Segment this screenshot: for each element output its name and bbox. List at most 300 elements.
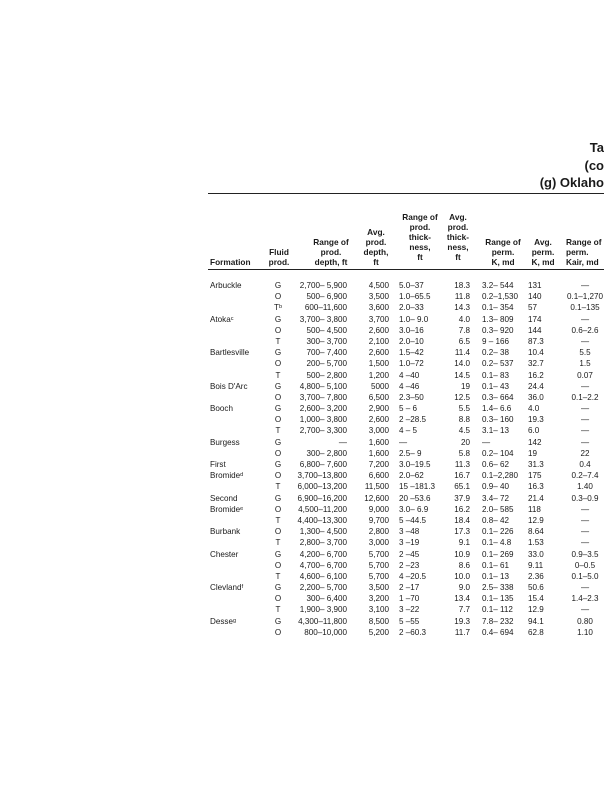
formation-cell: Second: [210, 493, 238, 503]
table-subtitle: (g) Oklaho: [539, 175, 604, 190]
formation-cell: Burbank: [210, 527, 241, 537]
fluid-cell: G: [274, 437, 282, 447]
table-row: [0, 414, 604, 425]
range-kair-cell: —: [580, 527, 590, 537]
avg-depth-cell: 4,500: [368, 281, 389, 290]
avg-perm-cell: 19.3: [528, 415, 544, 425]
range-thickness-cell: 3 –19: [399, 538, 420, 548]
range-perm-cell: 0.1– 83: [482, 370, 510, 380]
table-row: [0, 392, 604, 403]
range-thickness-cell: 1.0– 9.0: [399, 314, 429, 324]
avg-perm-cell: 174: [528, 314, 542, 324]
avg-depth-cell: 2,800: [368, 527, 389, 537]
range-depth-cell: 800–10,000: [304, 627, 347, 637]
avg-thickness-cell: 17.3: [454, 527, 470, 537]
avg-depth-cell: 3,600: [368, 303, 389, 313]
avg-thickness-cell: 9.1: [458, 538, 470, 548]
table-row: [0, 403, 604, 414]
avg-depth-cell: 2,600: [368, 348, 389, 358]
avg-perm-cell: 32.7: [528, 359, 544, 369]
range-depth-cell: 6,900–16,200: [297, 493, 347, 503]
fluid-cell: G: [274, 314, 282, 324]
range-kair-cell: —: [580, 538, 590, 548]
avg-perm-cell: 94.1: [528, 616, 544, 626]
range-depth-cell: 300– 2,800: [306, 448, 347, 458]
table-row: [0, 481, 604, 492]
avg-thickness-cell: 37.9: [454, 493, 470, 503]
table-row: [0, 470, 604, 481]
range-thickness-cell: 2 –23: [399, 560, 420, 570]
range-thickness-cell: 5 –44.5: [399, 515, 427, 525]
range-kair-cell: —: [580, 515, 590, 525]
range-thickness-cell: 2.5– 9: [399, 448, 422, 458]
avg-thickness-cell: 5.5: [458, 404, 470, 414]
avg-perm-cell: 6.0: [528, 426, 540, 436]
range-depth-cell: 4,400–13,300: [297, 515, 347, 525]
range-depth-cell: 300– 3,700: [306, 336, 347, 346]
range-depth-cell: 2,200– 5,700: [299, 583, 347, 593]
fluid-cell: G: [274, 404, 282, 414]
table-row: [0, 370, 604, 381]
header-range-depth: Range of prod. depth, ft: [313, 237, 349, 267]
range-perm-cell: 3.1– 13: [482, 426, 510, 436]
range-thickness-cell: 2 –17: [399, 583, 420, 593]
formation-cell: First: [210, 460, 226, 469]
table-row: [0, 582, 604, 593]
range-kair-cell: 1.5: [579, 359, 591, 369]
range-thickness-cell: 2.0–62: [399, 471, 424, 481]
avg-depth-cell: 2,100: [368, 336, 389, 346]
range-depth-cell: 3,700–13,800: [297, 471, 347, 481]
range-perm-cell: 2.5– 338: [482, 583, 514, 593]
range-thickness-cell: 2.0–10: [399, 336, 424, 346]
avg-perm-cell: 9.11: [528, 560, 544, 570]
header-formation: Formation: [210, 257, 251, 267]
table-title-line-2: (co: [584, 158, 604, 173]
avg-depth-cell: 8,500: [368, 616, 389, 626]
range-thickness-cell: 2 –45: [399, 549, 420, 559]
avg-thickness-cell: 11.3: [454, 460, 470, 469]
table-row: [0, 537, 604, 548]
range-thickness-cell: 4 – 5: [399, 426, 418, 436]
range-depth-cell: 3,700– 3,800: [299, 314, 347, 324]
avg-depth-cell: 6,500: [368, 392, 389, 402]
range-thickness-cell: 4 –20.5: [399, 571, 427, 581]
range-depth-cell: 200– 5,700: [306, 359, 347, 369]
header-range-perm: Range of perm. K, md: [485, 237, 521, 267]
avg-depth-cell: 2,900: [368, 404, 389, 414]
avg-perm-cell: 175: [528, 471, 542, 481]
avg-perm-cell: 62.8: [528, 627, 544, 637]
formation-cell: Booch: [210, 404, 233, 414]
avg-perm-cell: 19: [528, 448, 538, 458]
range-kair-cell: —: [580, 381, 590, 391]
avg-thickness-cell: 7.8: [458, 325, 470, 335]
avg-depth-cell: 5,700: [368, 560, 389, 570]
range-thickness-cell: 4 –46: [399, 381, 420, 391]
range-kair-cell: —: [580, 404, 590, 414]
avg-depth-cell: 11,500: [364, 482, 389, 492]
fluid-cell: Tᵇ: [274, 303, 282, 313]
avg-thickness-cell: 18.3: [454, 281, 470, 290]
avg-depth-cell: 3,200: [368, 594, 389, 604]
avg-perm-cell: 8.64: [528, 527, 544, 537]
range-thickness-cell: 15 –181.3: [399, 482, 436, 492]
range-kair-cell: —: [580, 281, 590, 290]
range-perm-cell: —: [482, 437, 491, 447]
range-thickness-cell: 2.0–33: [399, 303, 424, 313]
fluid-cell: O: [274, 504, 282, 514]
range-perm-cell: 0.1– 269: [482, 549, 514, 559]
range-kair-cell: 0.6–2.6: [571, 325, 599, 335]
range-thickness-cell: 5.0–37: [399, 281, 424, 290]
range-thickness-cell: 1.0–65.5: [399, 292, 431, 302]
avg-perm-cell: 144: [528, 325, 542, 335]
avg-perm-cell: 4.0: [528, 404, 540, 414]
table-row: [0, 347, 604, 358]
fluid-cell: G: [274, 583, 282, 593]
avg-perm-cell: 2.36: [528, 571, 544, 581]
range-thickness-cell: 2 –28.5: [399, 415, 427, 425]
range-perm-cell: 0.6– 62: [482, 460, 510, 469]
avg-depth-cell: 3,700: [368, 314, 389, 324]
range-perm-cell: 1.4– 6.6: [482, 404, 512, 414]
range-perm-cell: 0.1– 354: [482, 303, 514, 313]
avg-perm-cell: 142: [528, 437, 542, 447]
avg-thickness-cell: 20: [460, 437, 470, 447]
avg-depth-cell: 2,600: [368, 415, 389, 425]
table-row: [0, 526, 604, 537]
avg-thickness-cell: 16.7: [454, 471, 470, 481]
fluid-cell: O: [274, 325, 282, 335]
table-row: [0, 291, 604, 302]
range-thickness-cell: 3 –48: [399, 527, 420, 537]
table-row: [0, 314, 604, 325]
range-perm-cell: 0.1– 43: [482, 381, 510, 391]
range-depth-cell: 4,300–11,800: [298, 616, 347, 626]
range-kair-cell: —: [580, 583, 590, 593]
range-kair-cell: 0.3–0.9: [571, 493, 599, 503]
avg-perm-cell: 12.9: [528, 605, 544, 615]
range-kair-cell: 0.9–3.5: [571, 549, 599, 559]
avg-depth-cell: 7,200: [368, 460, 389, 469]
range-depth-cell: 500– 2,800: [306, 370, 347, 380]
avg-depth-cell: 5000: [370, 381, 389, 391]
range-perm-cell: 0.1– 4.8: [482, 538, 512, 548]
avg-perm-cell: 16.3: [528, 482, 544, 492]
fluid-cell: O: [274, 594, 282, 604]
fluid-cell: T: [275, 426, 281, 436]
avg-depth-cell: 2,600: [368, 325, 389, 335]
table-row: [0, 604, 604, 615]
avg-thickness-cell: 14.3: [454, 303, 470, 313]
avg-thickness-cell: 14.0: [454, 359, 470, 369]
table-row: [0, 381, 604, 392]
range-thickness-cell: 3.0–16: [399, 325, 424, 335]
avg-perm-cell: 10.4: [528, 348, 544, 358]
fluid-cell: G: [274, 616, 282, 626]
avg-perm-cell: 36.0: [528, 392, 544, 402]
table-row: [0, 560, 604, 571]
range-kair-cell: —: [580, 605, 590, 615]
avg-thickness-cell: 11.8: [454, 292, 470, 302]
range-perm-cell: 0.3– 160: [482, 415, 514, 425]
range-depth-cell: 1,300– 4,500: [299, 527, 347, 537]
avg-perm-cell: 24.4: [528, 381, 544, 391]
range-perm-cell: 0.1– 226: [482, 527, 514, 537]
range-kair-cell: 0.80: [577, 616, 593, 626]
range-perm-cell: 0.1– 61: [482, 560, 510, 570]
header-avg-perm: Avg. perm. K, md: [531, 237, 555, 267]
range-thickness-cell: 4 –40: [399, 370, 420, 380]
range-kair-cell: 1.4–2.3: [571, 594, 599, 604]
range-perm-cell: 0.1– 135: [482, 594, 514, 604]
range-thickness-cell: 3.0– 6.9: [399, 504, 429, 514]
range-kair-cell: —: [580, 437, 590, 447]
table-header-rule: [208, 269, 604, 270]
avg-thickness-cell: 4.0: [458, 314, 470, 324]
range-perm-cell: 1.3– 809: [482, 314, 514, 324]
fluid-cell: G: [274, 381, 282, 391]
avg-perm-cell: 87.3: [528, 336, 544, 346]
table-top-rule: [208, 193, 604, 194]
range-kair-cell: —: [580, 504, 590, 514]
range-depth-cell: 1,000– 3,800: [299, 415, 347, 425]
avg-thickness-cell: 5.8: [458, 448, 470, 458]
avg-depth-cell: 12,600: [364, 493, 389, 503]
header-range-thickness: Range of prod. thick- ness, ft: [402, 212, 438, 262]
fluid-cell: G: [274, 549, 282, 559]
range-kair-cell: —: [580, 415, 590, 425]
formation-cell: Chester: [210, 549, 239, 559]
formation-cell: Desseᵍ: [210, 616, 236, 626]
range-thickness-cell: 3.0–19.5: [399, 460, 431, 469]
range-thickness-cell: —: [399, 437, 408, 447]
table-row: [0, 515, 604, 526]
avg-depth-cell: 1,600: [368, 448, 389, 458]
range-kair-cell: 0.4: [579, 460, 591, 469]
avg-thickness-cell: 19: [460, 381, 470, 391]
table-row: [0, 280, 604, 291]
table-row: [0, 493, 604, 504]
fluid-cell: T: [275, 571, 281, 581]
avg-thickness-cell: 8.8: [458, 415, 470, 425]
range-depth-cell: 600–11,600: [304, 303, 347, 313]
range-depth-cell: 4,200– 6,700: [299, 549, 347, 559]
formation-cell: Clevlandᶠ: [210, 583, 244, 593]
formation-cell: Bromideᵈ: [210, 471, 244, 481]
fluid-cell: T: [275, 605, 281, 615]
fluid-cell: G: [274, 348, 282, 358]
fluid-cell: O: [274, 292, 282, 302]
range-perm-cell: 9 – 166: [482, 336, 510, 346]
avg-perm-cell: 118: [528, 504, 541, 514]
range-thickness-cell: 5 – 6: [399, 404, 418, 414]
range-perm-cell: 3.4– 72: [482, 493, 510, 503]
avg-perm-cell: 50.6: [528, 583, 544, 593]
table-row: [0, 549, 604, 560]
range-depth-cell: —: [338, 437, 347, 447]
fluid-cell: O: [274, 448, 282, 458]
table-body: [0, 280, 604, 638]
avg-thickness-cell: 6.5: [458, 336, 470, 346]
table-row: [0, 504, 604, 515]
fluid-cell: O: [274, 415, 282, 425]
range-perm-cell: 3.2– 544: [482, 281, 514, 290]
formation-cell: Atokaᶜ: [210, 314, 234, 324]
avg-depth-cell: 9,700: [368, 515, 389, 525]
header-avg-thickness: Avg. prod. thick- ness, ft: [446, 212, 470, 262]
avg-depth-cell: 3,100: [368, 605, 389, 615]
range-perm-cell: 0.1– 112: [482, 605, 513, 615]
range-kair-cell: 1.40: [577, 482, 593, 492]
fluid-cell: G: [274, 493, 282, 503]
range-depth-cell: 6,000–13,200: [297, 482, 347, 492]
range-depth-cell: 4,700– 6,700: [299, 560, 347, 570]
range-perm-cell: 0.1–2,280: [482, 471, 519, 481]
range-thickness-cell: 1.5–42: [399, 348, 424, 358]
avg-perm-cell: 31.3: [528, 460, 544, 469]
range-thickness-cell: 2 –60.3: [399, 627, 427, 637]
table-title-line-1: Ta: [589, 140, 604, 155]
range-perm-cell: 0.2– 38: [482, 348, 510, 358]
range-kair-cell: 1.10: [577, 627, 593, 637]
range-kair-cell: 0.2–7.4: [571, 471, 599, 481]
avg-depth-cell: 5,700: [368, 549, 389, 559]
avg-perm-cell: 140: [528, 292, 542, 302]
formation-cell: Bromideᵉ: [210, 504, 244, 514]
range-kair-cell: —: [580, 426, 590, 436]
header-range-kair: Range of perm. Kair, md: [566, 237, 602, 267]
table-row: [0, 448, 604, 459]
fluid-cell: T: [275, 336, 281, 346]
avg-perm-cell: 21.4: [528, 493, 544, 503]
range-depth-cell: 2,600– 3,200: [299, 404, 347, 414]
range-thickness-cell: 20 –53.6: [399, 493, 431, 503]
avg-thickness-cell: 18.4: [454, 515, 470, 525]
range-kair-cell: 0–0.5: [574, 560, 596, 570]
fluid-cell: O: [274, 359, 282, 369]
avg-thickness-cell: 12.5: [454, 392, 470, 402]
range-depth-cell: 2,700– 5,900: [299, 281, 347, 290]
avg-perm-cell: 131: [528, 281, 542, 290]
fluid-cell: G: [274, 281, 282, 290]
avg-depth-cell: 9,000: [368, 504, 389, 514]
avg-depth-cell: 3,500: [368, 292, 389, 302]
avg-thickness-cell: 13.4: [454, 594, 470, 604]
range-perm-cell: 0.4– 694: [482, 627, 514, 637]
formation-cell: Bartlesville: [210, 348, 250, 358]
avg-thickness-cell: 11.4: [454, 348, 470, 358]
range-depth-cell: 300– 6,400: [306, 594, 347, 604]
range-depth-cell: 4,800– 5,100: [299, 381, 347, 391]
table-row: [0, 616, 604, 627]
range-perm-cell: 0.1– 13: [482, 571, 510, 581]
range-depth-cell: 2,800– 3,700: [299, 538, 347, 548]
fluid-cell: O: [274, 560, 282, 570]
range-perm-cell: 0.2– 104: [482, 448, 514, 458]
range-perm-cell: 0.3– 920: [482, 325, 514, 335]
fluid-cell: O: [274, 527, 282, 537]
range-thickness-cell: 2.3–50: [399, 392, 424, 402]
range-perm-cell: 0.9– 40: [482, 482, 510, 492]
table-row: [0, 425, 604, 436]
avg-thickness-cell: 7.7: [458, 605, 470, 615]
avg-depth-cell: 3,500: [368, 583, 389, 593]
avg-thickness-cell: 11.7: [454, 627, 470, 637]
table-row: [0, 325, 604, 336]
range-perm-cell: 7.8– 232: [482, 616, 514, 626]
range-depth-cell: 6,800– 7,600: [299, 460, 347, 469]
range-thickness-cell: 5 –55: [399, 616, 420, 626]
fluid-cell: T: [275, 515, 281, 525]
range-kair-cell: 0.1–5.0: [571, 571, 599, 581]
range-thickness-cell: 1 –70: [399, 594, 420, 604]
avg-thickness-cell: 8.6: [458, 560, 470, 570]
avg-thickness-cell: 14.5: [454, 370, 470, 380]
avg-perm-cell: 57: [528, 303, 538, 313]
avg-perm-cell: 12.9: [528, 515, 544, 525]
header-fluid: Fluid prod.: [268, 247, 290, 267]
fluid-cell: G: [274, 460, 282, 469]
avg-thickness-cell: 10.9: [454, 549, 470, 559]
fluid-cell: T: [275, 538, 281, 548]
fluid-cell: O: [274, 471, 282, 481]
table-row: [0, 459, 604, 470]
avg-depth-cell: 6,600: [368, 471, 389, 481]
avg-depth-cell: 3,000: [368, 538, 389, 548]
range-kair-cell: 22: [580, 448, 590, 458]
formation-cell: Arbuckle: [210, 281, 242, 290]
formation-cell: Burgess: [210, 437, 240, 447]
range-kair-cell: 0.1–2.2: [571, 392, 599, 402]
avg-depth-cell: 1,500: [368, 359, 389, 369]
range-depth-cell: 4,500–11,200: [298, 504, 347, 514]
avg-thickness-cell: 16.2: [454, 504, 470, 514]
fluid-cell: T: [275, 370, 281, 380]
range-kair-cell: 0.1–135: [570, 303, 600, 313]
range-depth-cell: 4,600– 6,100: [299, 571, 347, 581]
table-row: [0, 593, 604, 604]
range-thickness-cell: 3 –22: [399, 605, 420, 615]
table-row: [0, 437, 604, 448]
range-kair-cell: 0.07: [577, 370, 593, 380]
avg-depth-cell: 1,200: [368, 370, 389, 380]
avg-thickness-cell: 10.0: [454, 571, 470, 581]
range-depth-cell: 1,900– 3,900: [299, 605, 347, 615]
range-kair-cell: 0.1–1,270: [566, 292, 603, 302]
avg-perm-cell: 15.4: [528, 594, 544, 604]
table-row: [0, 627, 604, 638]
table-row: [0, 336, 604, 347]
avg-depth-cell: 5,200: [368, 627, 389, 637]
fluid-cell: O: [274, 627, 282, 637]
range-kair-cell: —: [580, 336, 590, 346]
range-depth-cell: 3,700– 7,800: [299, 392, 347, 402]
avg-thickness-cell: 4.5: [458, 426, 470, 436]
avg-thickness-cell: 19.3: [454, 616, 470, 626]
range-kair-cell: —: [580, 314, 590, 324]
range-perm-cell: 0.2–1,530: [482, 292, 519, 302]
range-perm-cell: 0.8– 42: [482, 515, 510, 525]
table-row: [0, 302, 604, 313]
range-depth-cell: 700– 7,400: [306, 348, 347, 358]
range-depth-cell: 500– 6,900: [306, 292, 347, 302]
formation-cell: Bois D'Arc: [210, 381, 248, 391]
avg-depth-cell: 3,000: [368, 426, 389, 436]
table-row: [0, 358, 604, 369]
range-perm-cell: 2.0– 585: [482, 504, 514, 514]
